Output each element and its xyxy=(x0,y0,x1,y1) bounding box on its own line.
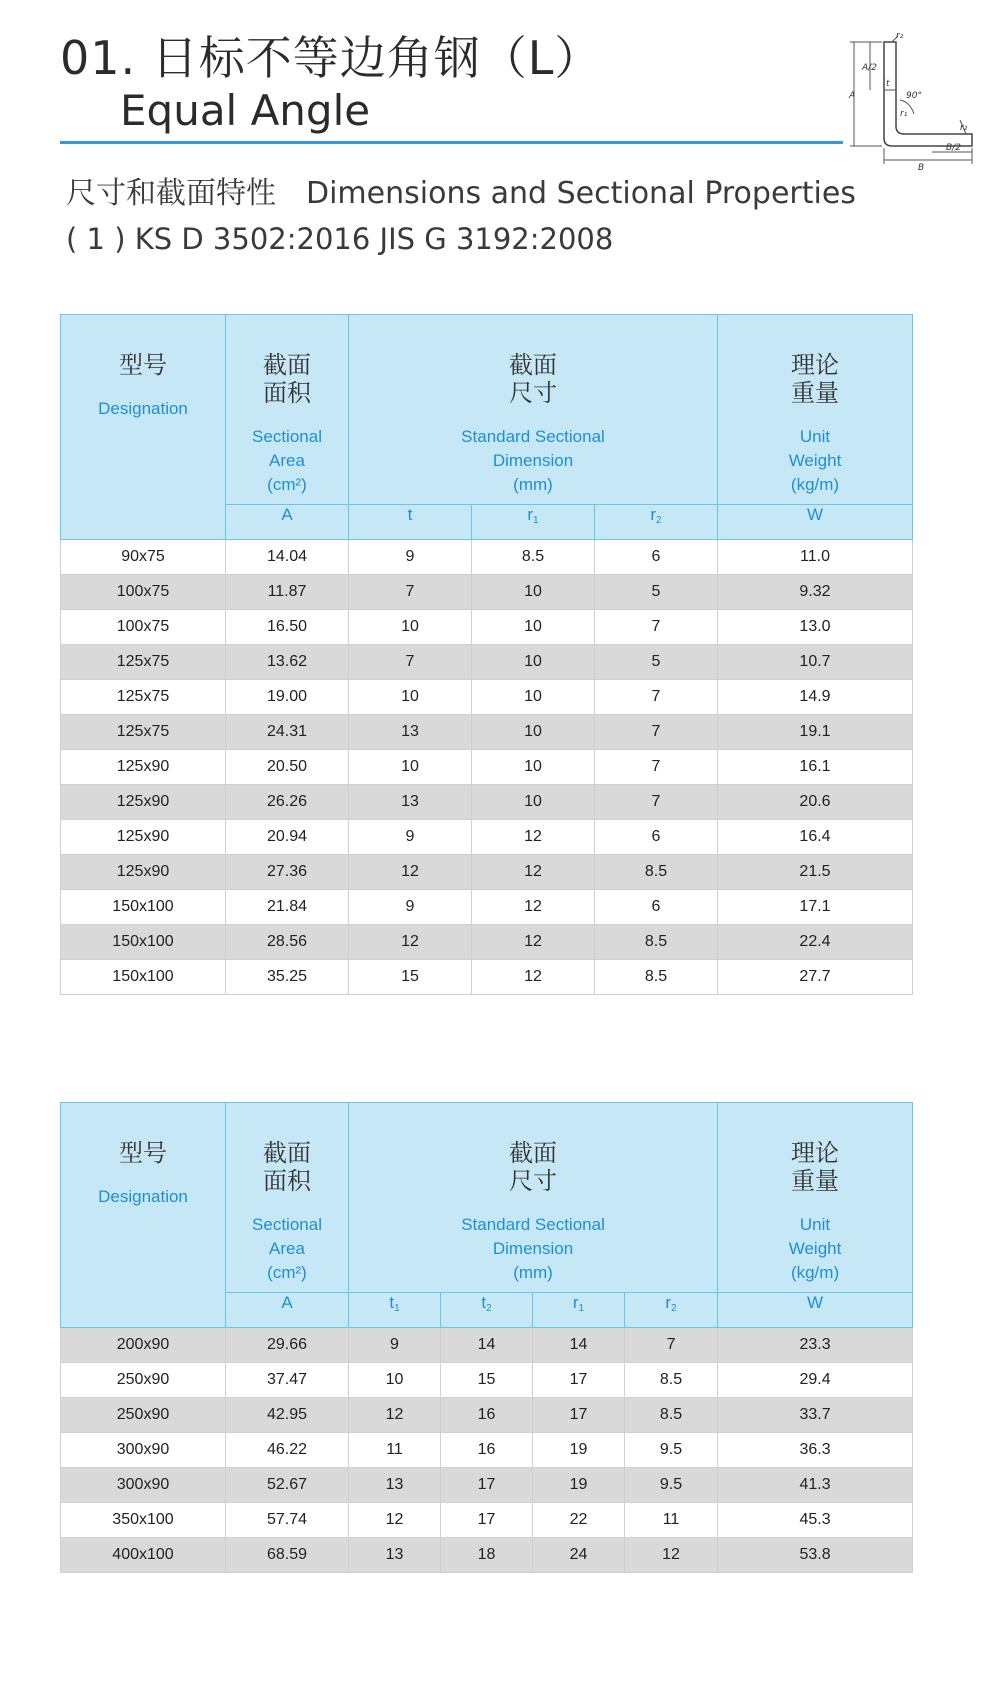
table-cell: 13 xyxy=(349,1468,441,1503)
table-cell: 250x90 xyxy=(61,1398,226,1433)
diagram-label-t: t xyxy=(886,79,890,89)
table-row xyxy=(61,1433,913,1468)
table-cell: 7 xyxy=(595,680,718,715)
table-cell: 9 xyxy=(349,820,472,855)
diagram-label-a-half: A/2 xyxy=(862,63,877,73)
header-sectional-area-2: 截面 面积 Sectional Area (cm²) xyxy=(226,1103,349,1293)
table-cell: 27.36 xyxy=(226,855,349,890)
table-cell: 14.04 xyxy=(226,540,349,575)
table-cell: 8.5 xyxy=(595,855,718,890)
table-cell: 5 xyxy=(595,575,718,610)
table-row xyxy=(61,645,913,680)
table-cell: 17 xyxy=(533,1398,625,1433)
table-cell: 100x75 xyxy=(61,610,226,645)
table-cell: 12 xyxy=(472,820,595,855)
table-cell: 22.4 xyxy=(718,925,913,960)
subheader-a: A xyxy=(226,505,349,540)
table-row xyxy=(61,575,913,610)
standard-reference: ( 1 ) KS D 3502:2016 JIS G 3192:2008 xyxy=(66,222,614,256)
table-cell: 13 xyxy=(349,1538,441,1573)
table-cell: 10 xyxy=(472,785,595,820)
table-cell: 17.1 xyxy=(718,890,913,925)
table-cell: 10 xyxy=(472,715,595,750)
header-sectional-dimension: 截面 尺寸 Standard Sectional Dimension (mm) xyxy=(349,315,718,505)
table-cell: 7 xyxy=(349,575,472,610)
table-cell: 9 xyxy=(349,1328,441,1363)
table-cell: 26.26 xyxy=(226,785,349,820)
diagram-label-r1: r₁ xyxy=(900,109,908,119)
table-cell: 12 xyxy=(349,855,472,890)
table-row xyxy=(61,1363,913,1398)
table-row xyxy=(61,715,913,750)
table-cell: 350x100 xyxy=(61,1503,226,1538)
table-cell: 6 xyxy=(595,820,718,855)
table-cell: 5 xyxy=(595,645,718,680)
table-row xyxy=(61,1468,913,1503)
table-cell: 52.67 xyxy=(226,1468,349,1503)
table-cell: 42.95 xyxy=(226,1398,349,1433)
subheader-a-2: A xyxy=(226,1293,349,1328)
table-cell: 10 xyxy=(472,645,595,680)
subheader-t: t xyxy=(349,505,472,540)
section-subtitle xyxy=(66,168,856,212)
table-cell: 12 xyxy=(472,925,595,960)
table-cell: 15 xyxy=(441,1363,533,1398)
table-cell: 16.1 xyxy=(718,750,913,785)
table-cell: 20.6 xyxy=(718,785,913,820)
table-cell: 125x90 xyxy=(61,820,226,855)
table-cell: 13 xyxy=(349,715,472,750)
table-cell: 150x100 xyxy=(61,925,226,960)
table-cell: 250x90 xyxy=(61,1363,226,1398)
table-cell: 11.0 xyxy=(718,540,913,575)
table-cell: 11.87 xyxy=(226,575,349,610)
table-row xyxy=(61,610,913,645)
header-unit-weight: 理论 重量 Unit Weight (kg/m) xyxy=(718,315,913,505)
table-cell: 7 xyxy=(595,610,718,645)
table-cell: 10 xyxy=(349,750,472,785)
table-cell: 29.4 xyxy=(718,1363,913,1398)
subtitle-en: Dimensions and Sectional Properties xyxy=(306,176,856,211)
diagram-label-r2-top: r₂ xyxy=(896,31,904,41)
subheader-r2: $r_2$ xyxy=(595,505,718,540)
table-cell: 18 xyxy=(441,1538,533,1573)
table-cell: 10 xyxy=(472,575,595,610)
table-cell: 14 xyxy=(441,1328,533,1363)
table-cell: 7 xyxy=(595,785,718,820)
diagram-label-b: B xyxy=(918,163,925,173)
table-cell: 13.62 xyxy=(226,645,349,680)
table-cell: 19 xyxy=(533,1468,625,1503)
table-cell: 125x90 xyxy=(61,855,226,890)
table-cell: 17 xyxy=(441,1503,533,1538)
table-cell: 68.59 xyxy=(226,1538,349,1573)
diagram-label-b-half: B/2 xyxy=(946,143,961,153)
table-cell: 10 xyxy=(472,610,595,645)
table-cell: 8.5 xyxy=(625,1398,718,1433)
spec-table-2 xyxy=(60,1102,913,1573)
table-cell: 6 xyxy=(595,890,718,925)
table-cell: 12 xyxy=(472,890,595,925)
table-row xyxy=(61,785,913,820)
table-cell: 7 xyxy=(595,715,718,750)
table-cell: 53.8 xyxy=(718,1538,913,1573)
diagram-label-r2-side: r₂ xyxy=(960,123,968,133)
table-cell: 27.7 xyxy=(718,960,913,995)
table-cell: 14 xyxy=(533,1328,625,1363)
diagram-label-a: A xyxy=(849,91,856,101)
table-row xyxy=(61,890,913,925)
subheader-t2: $t_2$ xyxy=(441,1293,533,1328)
table-row xyxy=(61,820,913,855)
table-cell: 19 xyxy=(533,1433,625,1468)
table-cell: 125x75 xyxy=(61,715,226,750)
subheader-r1-2: $r_1$ xyxy=(533,1293,625,1328)
table-cell: 10 xyxy=(349,610,472,645)
table-cell: 12 xyxy=(349,1503,441,1538)
table-cell: 7 xyxy=(349,645,472,680)
table-cell: 7 xyxy=(595,750,718,785)
angle-cross-section-diagram xyxy=(848,30,998,190)
table-cell: 16 xyxy=(441,1398,533,1433)
subheader-t1: $t_1$ xyxy=(349,1293,441,1328)
table-cell: 125x75 xyxy=(61,680,226,715)
table-cell: 13 xyxy=(349,785,472,820)
table-cell: 45.3 xyxy=(718,1503,913,1538)
table-cell: 16 xyxy=(441,1433,533,1468)
table-cell: 28.56 xyxy=(226,925,349,960)
table-cell: 150x100 xyxy=(61,890,226,925)
header-unit-weight-2: 理论 重量 Unit Weight (kg/m) xyxy=(718,1103,913,1293)
table-cell: 9 xyxy=(349,540,472,575)
table-cell: 35.25 xyxy=(226,960,349,995)
subtitle-zh: 尺寸和截面特性 xyxy=(66,176,276,211)
table-cell: 20.94 xyxy=(226,820,349,855)
header-sectional-dimension-2: 截面 尺寸 Standard Sectional Dimension (mm) xyxy=(349,1103,718,1293)
header-sectional-area: 截面 面积 Sectional Area (cm²) xyxy=(226,315,349,505)
table-row xyxy=(61,540,913,575)
table-cell: 22 xyxy=(533,1503,625,1538)
subheader-w-2: W xyxy=(718,1293,913,1328)
table-row xyxy=(61,1503,913,1538)
table-cell: 125x75 xyxy=(61,645,226,680)
table-cell: 17 xyxy=(533,1363,625,1398)
table-cell: 11 xyxy=(349,1433,441,1468)
table-row xyxy=(61,750,913,785)
subheader-r2-2: $r_2$ xyxy=(625,1293,718,1328)
table-cell: 100x75 xyxy=(61,575,226,610)
table-cell: 12 xyxy=(472,855,595,890)
table-cell: 12 xyxy=(349,1398,441,1433)
header-designation-2: 型号 Designation xyxy=(61,1103,226,1328)
table-cell: 46.22 xyxy=(226,1433,349,1468)
table-cell: 19.1 xyxy=(718,715,913,750)
table-cell: 200x90 xyxy=(61,1328,226,1363)
table-cell: 8.5 xyxy=(595,960,718,995)
table-cell: 10 xyxy=(472,680,595,715)
table-row xyxy=(61,680,913,715)
table-cell: 23.3 xyxy=(718,1328,913,1363)
table-cell: 8.5 xyxy=(625,1363,718,1398)
table-cell: 33.7 xyxy=(718,1398,913,1433)
table-cell: 12 xyxy=(349,925,472,960)
title-underline xyxy=(60,141,843,144)
table-cell: 6 xyxy=(595,540,718,575)
table-cell: 8.5 xyxy=(472,540,595,575)
table-cell: 9.32 xyxy=(718,575,913,610)
table-row xyxy=(61,855,913,890)
table-cell: 21.84 xyxy=(226,890,349,925)
table-cell: 15 xyxy=(349,960,472,995)
table-cell: 20.50 xyxy=(226,750,349,785)
table-cell: 16.4 xyxy=(718,820,913,855)
spec-table-1 xyxy=(60,314,913,995)
table-cell: 9 xyxy=(349,890,472,925)
table-2-body xyxy=(61,1328,913,1573)
table-cell: 8.5 xyxy=(595,925,718,960)
header-designation: 型号 Designation xyxy=(61,315,226,540)
table-cell: 16.50 xyxy=(226,610,349,645)
table-cell: 19.00 xyxy=(226,680,349,715)
page-title: 01. 日标不等边角钢（L） xyxy=(60,31,602,85)
table-cell: 9.5 xyxy=(625,1468,718,1503)
table-cell: 17 xyxy=(441,1468,533,1503)
table-cell: 21.5 xyxy=(718,855,913,890)
subheader-w: W xyxy=(718,505,913,540)
table-row xyxy=(61,1328,913,1363)
table-1-body xyxy=(61,540,913,995)
table-cell: 9.5 xyxy=(625,1433,718,1468)
table-cell: 11 xyxy=(625,1503,718,1538)
table-cell: 150x100 xyxy=(61,960,226,995)
table-cell: 29.66 xyxy=(226,1328,349,1363)
table-cell: 14.9 xyxy=(718,680,913,715)
table-cell: 13.0 xyxy=(718,610,913,645)
table-cell: 10 xyxy=(349,680,472,715)
table-cell: 10.7 xyxy=(718,645,913,680)
table-cell: 57.74 xyxy=(226,1503,349,1538)
table-cell: 125x90 xyxy=(61,785,226,820)
table-cell: 12 xyxy=(625,1538,718,1573)
page-title-english: Equal Angle xyxy=(120,86,371,135)
table-cell: 37.47 xyxy=(226,1363,349,1398)
table-cell: 41.3 xyxy=(718,1468,913,1503)
table-cell: 7 xyxy=(625,1328,718,1363)
diagram-label-angle: 90° xyxy=(906,91,922,101)
table-cell: 400x100 xyxy=(61,1538,226,1573)
table-row xyxy=(61,925,913,960)
table-row xyxy=(61,1538,913,1573)
table-cell: 125x90 xyxy=(61,750,226,785)
table-cell: 24 xyxy=(533,1538,625,1573)
table-cell: 90x75 xyxy=(61,540,226,575)
table-cell: 300x90 xyxy=(61,1433,226,1468)
table-cell: 10 xyxy=(472,750,595,785)
table-cell: 36.3 xyxy=(718,1433,913,1468)
subheader-r1: $r_1$ xyxy=(472,505,595,540)
table-row xyxy=(61,960,913,995)
table-cell: 24.31 xyxy=(226,715,349,750)
table-cell: 300x90 xyxy=(61,1468,226,1503)
table-cell: 12 xyxy=(472,960,595,995)
table-cell: 10 xyxy=(349,1363,441,1398)
table-row xyxy=(61,1398,913,1433)
